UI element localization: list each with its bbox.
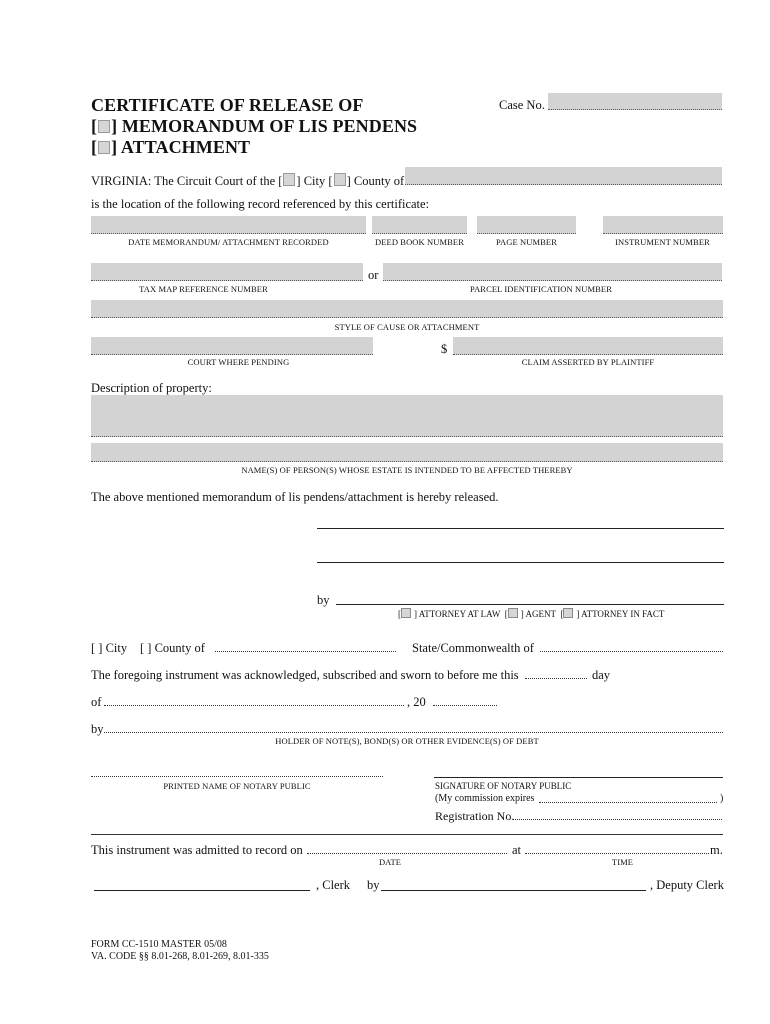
court-pending-label: COURT WHERE PENDING [187, 357, 290, 367]
lis-pendens-label: MEMORANDUM OF LIS PENDENS [121, 116, 418, 136]
style-of-cause-label: STYLE OF CAUSE OR ATTACHMENT [334, 322, 480, 332]
tax-map-field[interactable] [91, 263, 363, 281]
registration-label: Registration No. [435, 809, 515, 823]
recording-date-line[interactable] [307, 853, 507, 854]
instrument-number-label: INSTRUMENT NUMBER [615, 237, 710, 247]
notary-state-line[interactable] [540, 651, 723, 652]
notary-state: State/Commonwealth of [412, 641, 534, 655]
printed-name-label: PRINTED NAME OF NOTARY PUBLIC [163, 781, 311, 791]
month-line[interactable] [104, 705, 404, 706]
description-field[interactable] [91, 395, 723, 437]
sworn-sentence: The foregoing instrument was acknowledged, subscribed and sworn to before me this [91, 668, 519, 682]
form-number: FORM CC-1510 MASTER 05/08 [91, 939, 227, 950]
of-label: of [91, 695, 102, 709]
commission-line[interactable] [539, 802, 717, 803]
title-line-1: CERTIFICATE OF RELEASE OF [91, 95, 364, 115]
releasor-signature-line-2[interactable] [317, 562, 724, 563]
notary-county: [ ] County of [140, 641, 205, 655]
by-label: by [317, 593, 330, 607]
court-jurisdiction-field[interactable] [405, 167, 722, 185]
commission-close: ) [720, 793, 724, 804]
dollar-sign: $ [441, 342, 448, 356]
instrument-number-field[interactable] [603, 216, 723, 234]
registration-line[interactable] [513, 819, 722, 820]
notary-county-line[interactable] [215, 651, 396, 652]
city-checkbox[interactable] [283, 173, 295, 186]
names-label: NAME(S) OF PERSON(S) WHOSE ESTATE IS INTENDED TO BE AFFECTED THEREBY [241, 465, 573, 475]
agent-checkbox[interactable] [508, 608, 518, 618]
case-no-label: Case No. [499, 98, 545, 112]
holder-label: HOLDER OF NOTE(S), BOND(S) OR OTHER EVIDENCE(S) OF DEBT [275, 736, 539, 746]
claim-amount-field[interactable] [453, 337, 723, 355]
style-of-cause-field[interactable] [91, 300, 723, 318]
by-signature-line[interactable] [336, 604, 724, 605]
deputy-clerk-label: , Deputy Clerk [650, 878, 724, 892]
release-sentence: The above mentioned memorandum of lis pendens/attachment is hereby released. [91, 490, 499, 504]
parcel-id-label: PARCEL IDENTIFICATION NUMBER [470, 284, 612, 294]
recording-sentence: This instrument was admitted to record on [91, 843, 303, 857]
attorney-at-law-checkbox[interactable] [401, 608, 411, 618]
location-sentence: is the location of the following record referenced by this certificate: [91, 197, 430, 211]
description-label: Description of property: [91, 381, 212, 395]
va-code: VA. CODE §§ 8.01-268, 8.01-269, 8.01-335 [91, 951, 269, 962]
court-line: VIRGINIA: The Circuit Court of the [ ] City [ ] County of [91, 174, 405, 188]
year-label: , 20 [407, 695, 426, 709]
holder-line[interactable] [104, 732, 723, 733]
county-checkbox[interactable] [334, 173, 346, 186]
year-line[interactable] [433, 705, 497, 706]
page-number-label: PAGE NUMBER [495, 237, 557, 247]
title-line-3: [ ] ATTACHMENT [91, 137, 251, 157]
notary-by-label: by [91, 722, 104, 736]
claim-label: CLAIM ASSERTED BY PLAINTIFF [521, 357, 655, 367]
recording-time-line[interactable] [525, 853, 709, 854]
attorney-in-fact-checkbox[interactable] [563, 608, 573, 618]
lis-pendens-checkbox[interactable] [98, 120, 110, 133]
clerk-line[interactable] [94, 890, 310, 891]
deputy-by-label: by [367, 878, 380, 892]
deputy-clerk-line[interactable] [381, 890, 646, 891]
deed-book-label: DEED BOOK NUMBER [375, 237, 464, 247]
attachment-checkbox[interactable] [98, 141, 110, 154]
roles-row: [ ] ATTORNEY AT LAW [ ] AGENT [ ] ATTORNEY IN FACT [398, 609, 665, 619]
recording-at: at [512, 843, 522, 857]
names-field[interactable] [91, 443, 723, 462]
tax-map-label: TAX MAP REFERENCE NUMBER [139, 284, 268, 294]
or-label: or [368, 268, 379, 282]
notary-signature-label: SIGNATURE OF NOTARY PUBLIC [435, 781, 572, 791]
day-label: day [592, 668, 611, 682]
attachment-label: ATTACHMENT [120, 137, 251, 157]
printed-name-line[interactable] [91, 776, 383, 777]
page-number-field[interactable] [477, 216, 576, 234]
parcel-id-field[interactable] [383, 263, 722, 281]
notary-city: [ ] City [91, 641, 128, 655]
recording-m: m. [710, 843, 723, 857]
date-recorded-label: DATE MEMORANDUM/ ATTACHMENT RECORDED [128, 237, 329, 247]
clerk-label: , Clerk [316, 878, 351, 892]
time-label: TIME [611, 857, 634, 867]
case-no-field[interactable] [548, 93, 722, 110]
commission-label: (My commission expires [435, 793, 535, 804]
notary-signature-line[interactable] [434, 777, 723, 778]
releasor-signature-line-1[interactable] [317, 528, 724, 529]
sworn-day-line[interactable] [525, 678, 587, 679]
date-label: DATE [378, 857, 402, 867]
deed-book-field[interactable] [372, 216, 467, 234]
section-divider [91, 834, 723, 835]
date-recorded-field[interactable] [91, 216, 366, 234]
court-pending-field[interactable] [91, 337, 373, 355]
title-line-2: [ ] MEMORANDUM OF LIS PENDENS [91, 116, 418, 136]
